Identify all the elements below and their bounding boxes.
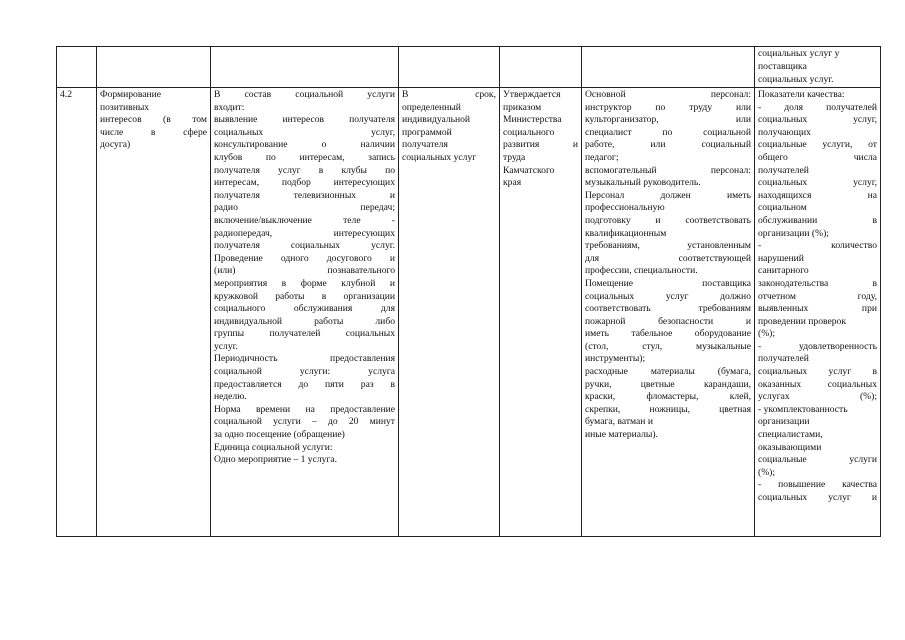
table-row-4-2	[57, 88, 881, 537]
text-line: кружковой работы в организации	[214, 290, 395, 302]
text-line: получающих	[758, 126, 811, 138]
text-line: обслуживании в	[758, 214, 877, 226]
text-line: получателей	[758, 164, 809, 176]
text-line: предоставляется до пяти раз в	[214, 378, 395, 390]
cell-quality	[755, 88, 881, 537]
text-line: - количество	[758, 240, 877, 252]
text-line: услуг.	[214, 340, 238, 352]
text-line: соответствовать требованиям	[585, 303, 751, 315]
cell-service-name	[97, 88, 211, 537]
text-line: социальных услуг,	[758, 114, 877, 126]
text-line: социальных услуг в	[758, 366, 877, 378]
text-line: Периодичность предоставления	[214, 353, 395, 365]
cell-name-prev	[97, 47, 211, 88]
text-line: социального обслуживания для	[214, 303, 395, 315]
text-line: краски, фломастеры, клей,	[585, 391, 751, 403]
text-line: социальных услуг,	[214, 126, 395, 138]
row-number: 4.2	[60, 89, 72, 100]
text-line: иметь табельное оборудование	[585, 328, 751, 340]
cell-term	[399, 88, 500, 537]
cell-content-prev	[211, 47, 399, 88]
text-line: квалификационным	[585, 227, 667, 239]
text-line: находящихся на	[758, 189, 877, 201]
text-line: (стол, стул, музыкальные	[585, 340, 751, 352]
text-line: Помещение поставщика	[585, 277, 751, 289]
text-line: получателей	[758, 353, 809, 365]
text-line: (или) познавательного	[214, 265, 395, 277]
text-line: санитарного	[758, 265, 809, 277]
text-line: вспомогательный персонал:	[585, 164, 751, 176]
text-line: Норма времени на предоставление	[214, 403, 395, 415]
text-line: приказом	[503, 101, 542, 113]
text-line: развития и	[503, 139, 578, 151]
text-line: общего числа	[758, 151, 877, 163]
text-line: клубов по интересам, запись	[214, 151, 395, 163]
text-line: группы получателей социальных	[214, 328, 395, 340]
text-line: выявленных при	[758, 303, 877, 315]
text-line: края	[503, 177, 522, 189]
cell-quality-prev	[755, 47, 881, 88]
text-line: входит:	[214, 101, 245, 113]
text-line: социальных услуг.	[758, 73, 834, 85]
text-line: числе в сфере	[100, 126, 207, 138]
table-row-previous	[57, 47, 881, 88]
text-line: подготовку и соответствовать	[585, 214, 751, 226]
text-line: выявление интересов получателя	[214, 114, 395, 126]
text-line: программой	[402, 126, 452, 138]
text-line: социальных услуг и	[758, 492, 877, 503]
text-line: социального	[503, 126, 555, 138]
text-line: требованиям, установленным	[585, 240, 751, 252]
text-line: социальных услуг,	[758, 177, 877, 189]
text-line: социальные услуги	[758, 454, 877, 466]
text-line: - укомплектованность	[758, 403, 848, 415]
text-line: радио передач;	[214, 202, 395, 214]
text-line: получателя	[402, 139, 448, 151]
text-line: культорганизатор, или	[585, 114, 751, 126]
text-line: ручки, цветные карандаши,	[585, 378, 751, 390]
text-line: труда	[503, 151, 526, 163]
text-line: индивидуальной	[402, 114, 471, 126]
cell-tariff	[500, 88, 582, 537]
text-line: В срок,	[402, 89, 496, 100]
text-line: расходные материалы (бумага,	[585, 366, 751, 378]
text-line: педагог;	[585, 151, 619, 163]
text-line: услугах (%);	[758, 391, 877, 403]
text-line: социальной услуги: услуга	[214, 366, 395, 378]
text-line: организации (%);	[758, 227, 829, 239]
cell-term-prev	[399, 47, 500, 88]
text-line: социальном	[758, 202, 807, 214]
text-line: нарушений	[758, 252, 804, 264]
text-line: консультирование о наличии	[214, 139, 395, 151]
text-line: (%);	[758, 466, 776, 478]
text-line: Проведение одного досугового и	[214, 252, 395, 264]
text-line: неделю.	[214, 391, 247, 403]
social-services-table	[56, 46, 881, 537]
cell-num-prev	[57, 47, 97, 88]
text-line: - доля получателей	[758, 101, 877, 113]
text-line: социальных услуг	[402, 151, 477, 163]
text-line: специалист по социальной	[585, 126, 751, 138]
text-line: проведении проверок	[758, 315, 846, 327]
text-line: законодательства в	[758, 277, 877, 289]
text-line: получателя телевизионных и	[214, 189, 395, 201]
text-line: позитивных	[100, 101, 150, 113]
text-line: радиопередач, интересующих	[214, 227, 395, 239]
text-line: профессии, специальности.	[585, 265, 698, 277]
text-line: получателя социальных услуг.	[214, 240, 395, 252]
cell-tariff-prev	[500, 47, 582, 88]
text-line: индивидуальной работы либо	[214, 315, 395, 327]
text-line: (%);	[758, 328, 776, 340]
text-line: отчетном году,	[758, 290, 877, 302]
text-line: Утверждается	[503, 89, 561, 100]
text-line: скрепки, ножницы, цветная	[585, 403, 751, 415]
text-line: интересов (в том	[100, 114, 207, 126]
text-line: инструменты);	[585, 353, 646, 365]
text-line: оказывающими	[758, 441, 822, 453]
text-line: определенный	[402, 101, 461, 113]
cell-conditions	[582, 88, 755, 537]
text-line: получателя услуг в клубы по	[214, 164, 395, 176]
text-line: пожарной безопасности и	[585, 315, 751, 327]
cell-conditions-prev	[582, 47, 755, 88]
text-line: специалистами,	[758, 429, 823, 441]
text-line: бумага, ватман и	[585, 416, 653, 428]
text-line: интересам, подбор интересующих	[214, 177, 395, 189]
text-line: поставщика	[758, 60, 807, 72]
text-line: мероприятия в форме клубной и	[214, 277, 395, 289]
text-line: Формирование	[100, 89, 162, 100]
text-line: Министерства	[503, 114, 562, 126]
text-line: Одно мероприятие – 1 услуга.	[214, 454, 338, 466]
text-line: социальные услуги, от	[758, 139, 877, 151]
text-line: социальной услуги – до 20 минут	[214, 416, 395, 428]
cell-service-content	[211, 88, 399, 537]
text-line: работе, или социальный	[585, 139, 751, 151]
text-line: - удовлетворенность	[758, 340, 877, 352]
text-line: оказанных социальных	[758, 378, 877, 390]
text-line: профессиональную	[585, 202, 665, 214]
text-line: социальных услуг должно	[585, 290, 751, 302]
text-line: Персонал должен иметь	[585, 189, 751, 201]
text-line: - повышение качества	[758, 479, 877, 491]
text-line: включение/выключение теле -	[214, 214, 395, 226]
text-line: социальных услуг у	[758, 48, 840, 59]
cell-num	[57, 88, 97, 537]
text-line: Камчатского	[503, 164, 555, 176]
text-line: музыкальный руководитель.	[585, 177, 701, 189]
text-line: В состав социальной услуги	[214, 89, 395, 100]
text-line: Основной персонал:	[585, 89, 751, 100]
text-line: иные материалы).	[585, 429, 658, 441]
text-line: Единица социальной услуги:	[214, 441, 333, 453]
text-line: инструктор по труду или	[585, 101, 751, 113]
text-line: организации	[758, 416, 810, 428]
text-line: за одно посещение (обращение)	[214, 429, 345, 441]
text-line: Показатели качества:	[758, 89, 845, 100]
text-line: досуга)	[100, 139, 131, 151]
text-line: для соответствующей	[585, 252, 751, 264]
